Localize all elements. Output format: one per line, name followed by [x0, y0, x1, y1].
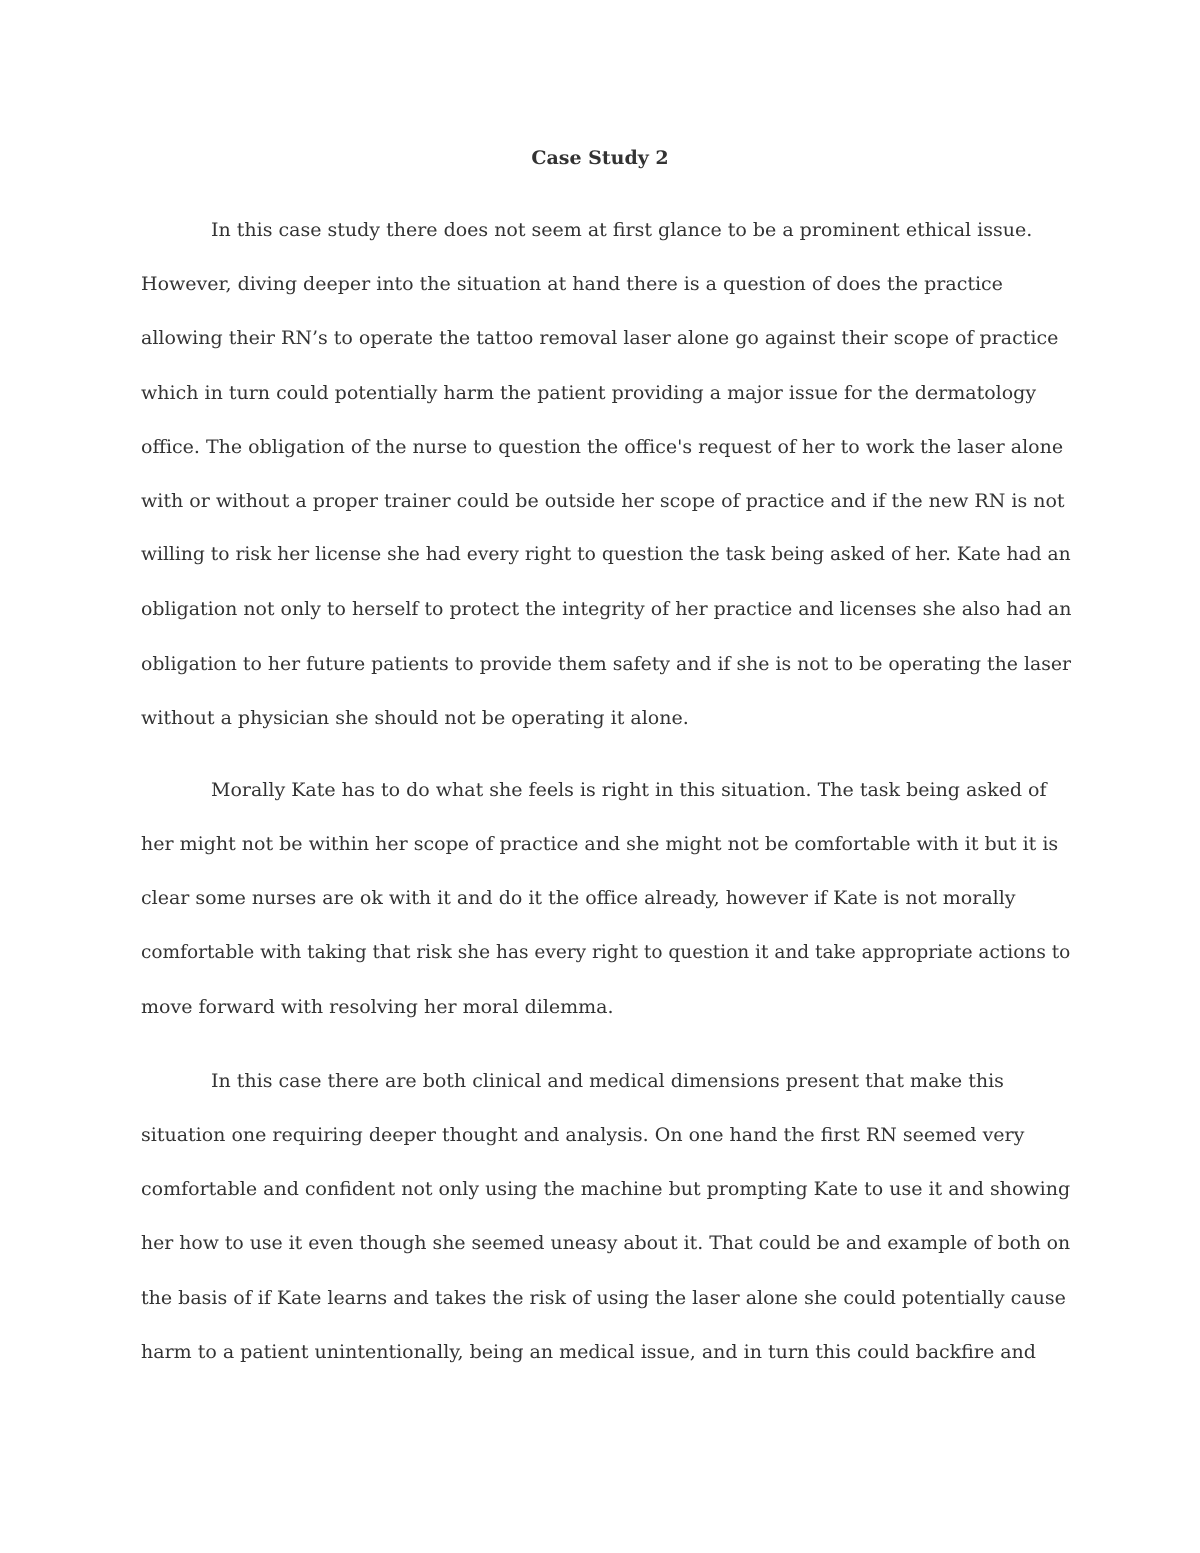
paragraph-line: In this case there are both clinical and medical dimensions present that make this [211, 1070, 1004, 1092]
paragraph-line: which in turn could potentially harm the patient providing a major issue for the dermatology [141, 381, 1037, 404]
paragraph-line: Morally Kate has to do what she feels is right in this situation. The task being asked of [211, 779, 1047, 801]
paragraph-line: obligation not only to herself to protect the integrity of her practice and licenses she also had an [141, 598, 1072, 621]
paragraph-line: allowing their RN’s to operate the tattoo removal laser alone go against their scope of practice [141, 327, 1059, 350]
paragraph-line: with or without a proper trainer could be outside her scope of practice and if the new RN is not [141, 489, 1065, 512]
paragraph-line: office. The obligation of the nurse to question the office's request of her to work the laser alone [141, 435, 1064, 458]
paragraph-3 [141, 1067, 1071, 1392]
paragraph-2 [141, 776, 1071, 1047]
paragraph-line: comfortable with taking that risk she has every right to question it and take appropriate actions to [141, 941, 1071, 963]
paragraph-line: obligation to her future patients to provide them safety and if she is not to be operating the laser [141, 652, 1072, 675]
paragraph-1 [141, 216, 1071, 758]
paragraph-line: clear some nurses are ok with it and do it the office already, however if Kate is not morally [141, 887, 1016, 910]
paragraph-line: willing to risk her license she had every right to question the task being asked of her. Kate had an [141, 544, 1071, 566]
paragraph-line: situation one requiring deeper thought and analysis. On one hand the first RN seemed very [141, 1124, 1025, 1147]
paragraph-line: her might not be within her scope of practice and she might not be comfortable with it but it is [141, 833, 1059, 856]
document-title: Case Study 2 [531, 147, 669, 169]
paragraph-line: the basis of if Kate learns and takes the risk of using the laser alone she could potentially cause [141, 1286, 1066, 1309]
paragraph-line: harm to a patient unintentionally, being an medical issue, and in turn this could backfire and [141, 1340, 1036, 1363]
paragraph-line: In this case study there does not seem at first glance to be a prominent ethical issue. [211, 219, 1033, 241]
paragraph-line: without a physician she should not be operating it alone. [141, 706, 689, 729]
paragraph-line: comfortable and confident not only using the machine but prompting Kate to use it and showing [141, 1178, 1071, 1201]
paragraph-line: However, diving deeper into the situation at hand there is a question of does the practice [141, 273, 1003, 296]
paragraph-line: her how to use it even though she seemed uneasy about it. That could be and example of both on [141, 1232, 1071, 1254]
paragraph-line: move forward with resolving her moral dilemma. [141, 995, 614, 1018]
